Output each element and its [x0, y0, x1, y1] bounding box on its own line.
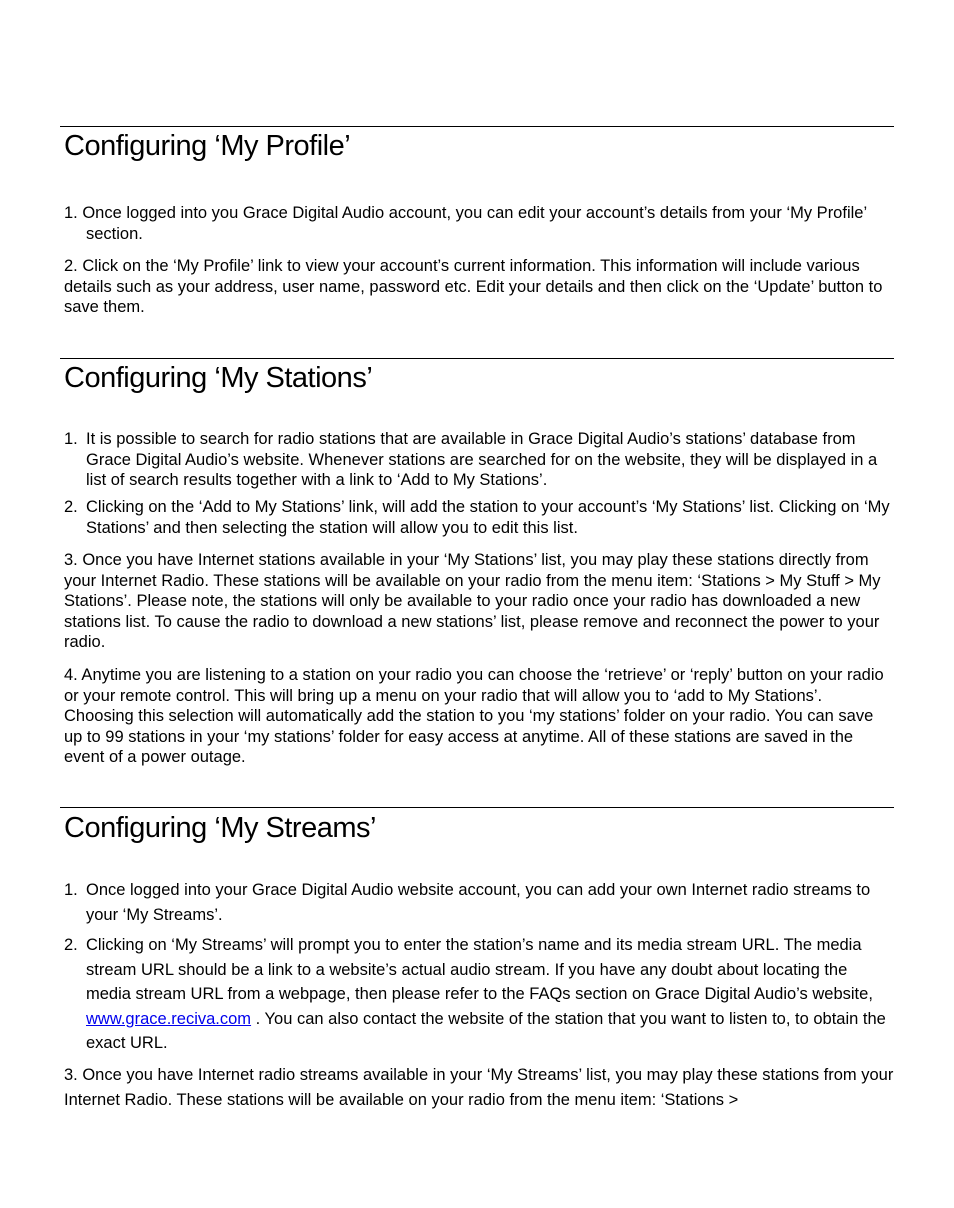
grace-reciva-link[interactable]: www.grace.reciva.com [86, 1009, 252, 1028]
list-item-number: 1. [64, 881, 78, 899]
section-divider [60, 807, 894, 808]
list-item-number: 2. [64, 498, 78, 516]
list-item-text: Once logged into your Grace Digital Audio website account, you can add your own Internet radio streams to your ‘My Streams’. [86, 881, 871, 924]
paragraph: 1. Once logged into you Grace Digital Audio account, you can edit your account’s details from your ‘My Profile’ section. [64, 204, 867, 243]
section-divider [60, 126, 894, 127]
paragraph: 2. Click on the ‘My Profile’ link to view your account’s current information. This information will include various details such as your address, user name, password etc. Edit your details and then click on the ‘Update’ button to save them. [64, 257, 883, 316]
list-item-text-before-link: Clicking on ‘My Streams’ will prompt you to enter the station’s name and its media stream URL. The media stream URL should be a link to a website’s actual audio stream. If you have any doubt about locating the media stream URL from a webpage, then please refer to the FAQs section on Grace Digital Audio’s website, [86, 936, 873, 1003]
paragraph: 3. Once you have Internet radio streams available in your ‘My Streams’ list, you may play these stations from your Internet Radio. These stations will be available on your radio from the menu item: ‘Stations > [64, 1066, 894, 1109]
list-item [64, 933, 890, 1056]
section-divider [60, 358, 894, 359]
list-item-text: Clicking on the ‘Add to My Stations’ link, will add the station to your account’s ‘My Stations’ list. Clicking on ‘My Stations’ and then selecting the station will allow you to edit this list. [86, 498, 890, 537]
paragraph: 4. Anytime you are listening to a station on your radio you can choose the ‘retrieve’ or ‘reply’ button on your radio or your remote control. This will bring up a menu on your radio that will allow you to ‘add to My Stations’. Choosing this selection will automatically add the station to you ‘my stations’ folder on your radio. You can save up to 99 stations in your ‘my stations’ folder for easy access at anytime. All of these stations are saved in the event of a power outage. [64, 666, 884, 766]
list-item [64, 878, 890, 927]
paragraph: 3. Once you have Internet stations available in your ‘My Stations’ list, you may play these stations directly from your Internet Radio. These stations will be available on your radio from the menu item: ‘Stations > My Stuff > My Stations’. Please note, the stations will only be available to your radio once your radio has downloaded a new stations list. To cause the radio to download a new stations’ list, please remove and reconnect the power to your radio. [64, 551, 881, 651]
list-item-number: 1. [64, 430, 78, 448]
list-item-text [86, 933, 890, 1056]
list-item-text: It is possible to search for radio stations that are available in Grace Digital Audio’s stations’ database from Grace Digital Audio’s website. Whenever stations are searched for on the website, they will be displayed in a list of search results together with a link to ‘Add to My Stations’. [86, 430, 878, 489]
section-heading: Configuring ‘My Profile’ [64, 130, 351, 162]
section-heading: Configuring ‘My Stations’ [64, 362, 373, 394]
list-item [64, 497, 890, 538]
list-item [64, 429, 890, 491]
section-heading: Configuring ‘My Streams’ [64, 812, 376, 844]
list-item-number: 2. [64, 936, 78, 954]
list-item-text-after-link: . You can also contact the website of the station that you want to listen to, to obtain the exact URL. [86, 1009, 886, 1052]
